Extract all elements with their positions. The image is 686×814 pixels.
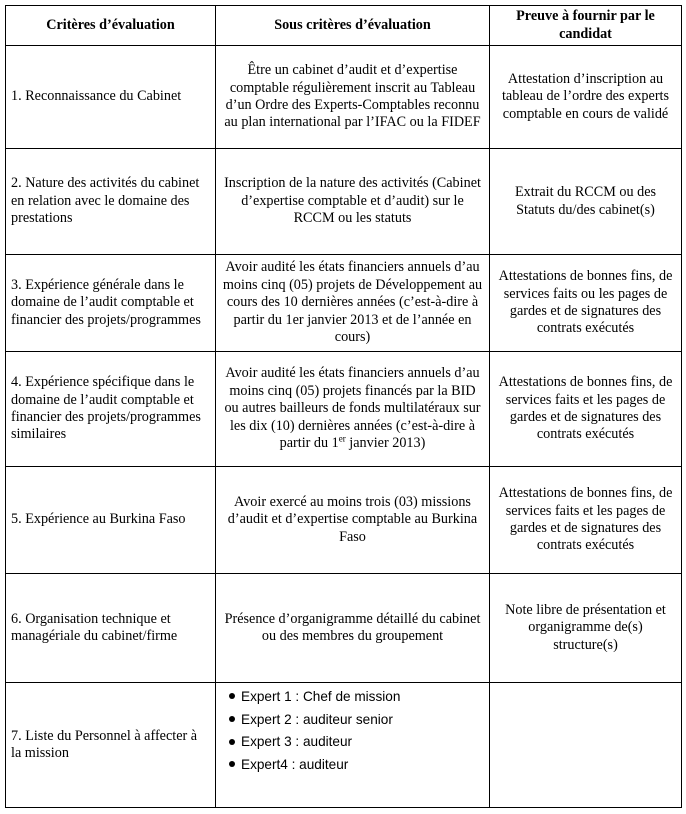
bullet-icon: [229, 739, 235, 745]
criterion-cell: 4. Expérience spécifique dans le domaine de l’audit comptable et financier des projets/programmes similaires: [6, 352, 216, 467]
proof-cell: Attestation d’inscription au tableau de l’ordre des experts comptable en cours de validé: [490, 46, 682, 149]
proof-cell: Attestations de bonnes fins, de services faits ou les pages de gardes et de signatures des contrats exécutés: [490, 255, 682, 352]
bullet-icon: [229, 693, 235, 699]
criterion-cell: 7. Liste du Personnel à affecter à la mission: [6, 683, 216, 808]
table-row: [6, 255, 682, 352]
table-row: [6, 683, 682, 808]
bullet-icon: [229, 716, 235, 722]
header-proof: Preuve à fournir par le candidat: [490, 6, 682, 46]
list-item: Expert 1 : Chef de mission: [229, 686, 484, 709]
table-row: [6, 46, 682, 149]
table-header-row: [6, 6, 682, 46]
sub-criterion-cell: [216, 683, 490, 808]
proof-cell: [490, 683, 682, 808]
sub-criterion-cell: [216, 352, 490, 467]
proof-cell: Note libre de présentation et organigramme de(s) structure(s): [490, 574, 682, 683]
sub-criterion-cell: Être un cabinet d’audit et d’expertise comptable régulièrement inscrit au Tableau d’un Ordre des Experts-Comptables reconnu au plan international par l’IFAC ou la FIDEF: [216, 46, 490, 149]
expert-list: [221, 686, 484, 776]
sub-criterion-cell: Inscription de la nature des activités (Cabinet d’expertise comptable et d’audit) sur le RCCM ou les statuts: [216, 149, 490, 255]
ordinal-superscript: er: [338, 433, 346, 444]
sub-criterion-text: Avoir audité les états financiers annuels d’au moins cinq (05) projets financés par la BID ou autres bailleurs de fonds multilatéraux sur les dix (10) dernières années (c’est-à-dire à partir du 1: [224, 365, 481, 452]
criterion-cell: 3. Expérience générale dans le domaine de l’audit comptable et financier des projets/programmes: [6, 255, 216, 352]
table-row: [6, 149, 682, 255]
table-row: [6, 352, 682, 467]
proof-cell: Attestations de bonnes fins, de services faits et les pages de gardes et de signatures des contrats exécutés: [490, 467, 682, 574]
sub-criterion-cell: Avoir exercé au moins trois (03) missions d’audit et d’expertise comptable au Burkina Faso: [216, 467, 490, 574]
list-item: Expert4 : auditeur: [229, 754, 484, 777]
list-item: Expert 2 : auditeur senior: [229, 709, 484, 732]
list-item: Expert 3 : auditeur: [229, 731, 484, 754]
header-criteria: Critères d’évaluation: [6, 6, 216, 46]
criterion-cell: 2. Nature des activités du cabinet en relation avec le domaine des prestations: [6, 149, 216, 255]
header-sub-criteria: Sous critères d’évaluation: [216, 6, 490, 46]
sub-criterion-tail: janvier 2013): [345, 435, 426, 452]
sub-criterion-cell: Présence d’organigramme détaillé du cabinet ou des membres du groupement: [216, 574, 490, 683]
proof-cell: Extrait du RCCM ou des Statuts du/des cabinet(s): [490, 149, 682, 255]
evaluation-criteria-table: [5, 5, 682, 808]
table-row: [6, 467, 682, 574]
criterion-cell: 1. Reconnaissance du Cabinet: [6, 46, 216, 149]
criterion-cell: 5. Expérience au Burkina Faso: [6, 467, 216, 574]
criterion-cell: 6. Organisation technique et managériale du cabinet/firme: [6, 574, 216, 683]
bullet-icon: [229, 761, 235, 767]
sub-criterion-cell: Avoir audité les états financiers annuels d’au moins cinq (05) projets de Développement au cours des 10 dernières années (c’est-à-dire à partir du 1er janvier 2013 et de l’année en cours): [216, 255, 490, 352]
table-row: [6, 574, 682, 683]
proof-cell: Attestations de bonnes fins, de services faits et les pages de gardes et de signatures des contrats exécutés: [490, 352, 682, 467]
